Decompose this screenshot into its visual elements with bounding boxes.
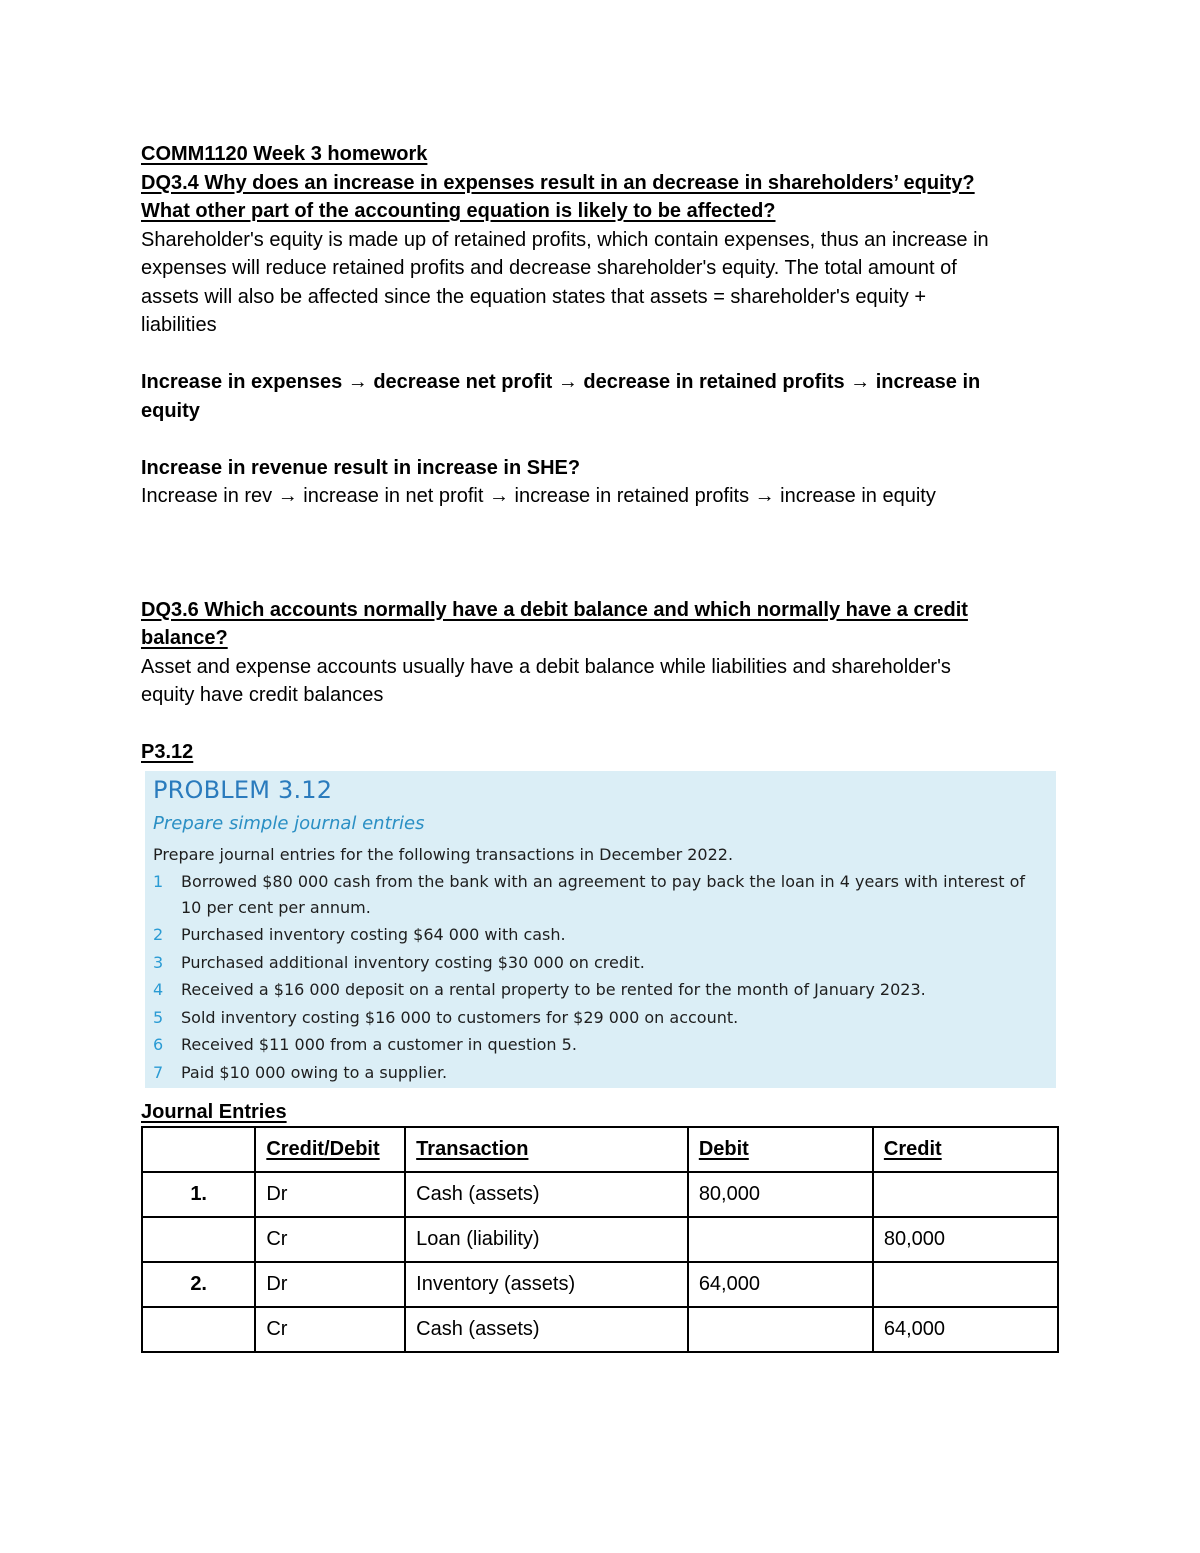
dq34-answer-line1: Shareholder's equity is made up of retained profits, which contain expenses, thus an increase in	[141, 228, 989, 251]
journal-table	[141, 1126, 1059, 1353]
header-cell: Transaction	[405, 1127, 688, 1172]
expense-chain-line2: equity	[141, 399, 200, 422]
transaction-cell: Inventory (assets)	[405, 1262, 688, 1307]
header-cell: Credit/Debit	[255, 1127, 405, 1172]
problem-item	[153, 869, 1048, 921]
credit-cell: 80,000	[873, 1217, 1058, 1262]
dq36-question-line1: DQ3.6 Which accounts normally have a debit balance and which normally have a credit	[141, 598, 968, 621]
credit-cell: 64,000	[873, 1307, 1058, 1352]
problem-item-text: Sold inventory costing $16 000 to customers for $29 000 on account.	[181, 1007, 739, 1027]
dq34-question-line1: DQ3.4 Why does an increase in expenses result in an decrease in shareholders’ equity?	[141, 171, 975, 194]
dq34-answer-line4: liabilities	[141, 314, 217, 336]
problem-item-number: 6	[153, 1035, 164, 1054]
problem-item-number: 3	[153, 952, 164, 972]
problem-item-text: Purchased additional inventory costing $30 000 on credit.	[181, 952, 645, 972]
entry-number-cell	[142, 1307, 255, 1352]
p312-heading: P3.12	[141, 741, 194, 763]
table-row	[142, 1217, 1058, 1262]
dq34-answer-line2: expenses will reduce retained profits and decrease shareholder's equity. The total amount of	[141, 257, 957, 279]
problem-item-text: Borrowed $80 000 cash from the bank with an agreement to pay back the loan in 4 years with interest of 10 per cent per annum.	[181, 871, 1026, 917]
dq34-answer-line3: assets will also be affected since the equation states that assets = shareholder's equity +	[141, 285, 927, 308]
problem-item-text: Received a $16 000 deposit on a rental property to be rented for the month of January 2023.	[181, 980, 926, 999]
dq34-question-line2: What other part of the accounting equation is likely to be affected?	[141, 200, 776, 222]
problem-image	[145, 771, 1056, 1088]
problem-item-number: 4	[153, 980, 164, 999]
revenue-question: Increase in revenue result in increase in SHE?	[141, 456, 581, 479]
problem-list	[153, 869, 1048, 1086]
dq36-question-line2: balance?	[141, 627, 228, 649]
debit-cell	[688, 1217, 873, 1262]
problem-item-number: 1	[153, 871, 164, 891]
problem-item	[153, 1005, 1048, 1031]
header-cell: Debit	[688, 1127, 873, 1172]
dq36-answer-line1: Asset and expense accounts usually have a debit balance while liabilities and shareholder's	[141, 655, 951, 678]
entry-number-cell	[142, 1217, 255, 1262]
header-cell	[142, 1127, 255, 1172]
entry-number-cell: 2.	[142, 1262, 255, 1307]
problem-item	[153, 1060, 1048, 1086]
transaction-cell: Cash (assets)	[405, 1307, 688, 1352]
table-row	[142, 1307, 1058, 1352]
problem-item	[153, 977, 1048, 1003]
problem-item-number: 5	[153, 1007, 164, 1027]
credit-debit-cell: Dr	[255, 1262, 405, 1307]
problem-intro: Prepare journal entries for the following transactions in December 2022.	[153, 844, 734, 864]
credit-cell	[873, 1172, 1058, 1217]
credit-debit-cell: Cr	[255, 1217, 405, 1262]
problem-item	[153, 950, 1048, 976]
table-header-row	[142, 1127, 1058, 1172]
debit-cell	[688, 1307, 873, 1352]
debit-cell: 64,000	[688, 1262, 873, 1307]
transaction-cell: Loan (liability)	[405, 1217, 688, 1262]
credit-cell	[873, 1262, 1058, 1307]
problem-item-number: 2	[153, 925, 164, 944]
expense-chain-line1: Increase in expenses → decrease net profit → decrease in retained profits → increase in	[141, 371, 981, 393]
credit-debit-cell: Dr	[255, 1172, 405, 1217]
entry-number-cell: 1.	[142, 1172, 255, 1217]
problem-item-text: Paid $10 000 owing to a supplier.	[181, 1062, 448, 1082]
journal-heading: Journal Entries	[141, 1100, 287, 1123]
transaction-cell: Cash (assets)	[405, 1172, 688, 1217]
document-title: COMM1120 Week 3 homework	[141, 143, 428, 165]
problem-subtitle: Prepare simple journal entries	[153, 812, 425, 834]
debit-cell: 80,000	[688, 1172, 873, 1217]
problem-item-text: Received $11 000 from a customer in question 5.	[181, 1035, 577, 1054]
dq36-answer-line2: equity have credit balances	[141, 684, 384, 706]
document-page	[141, 140, 1059, 1353]
header-cell: Credit	[873, 1127, 1058, 1172]
problem-item-text: Purchased inventory costing $64 000 with cash.	[181, 925, 566, 944]
problem-item	[153, 922, 1048, 948]
table-row	[142, 1262, 1058, 1307]
problem-title: PROBLEM 3.12	[153, 775, 333, 804]
revenue-answer: Increase in rev → increase in net profit → increase in retained profits → increase in equity	[141, 485, 936, 507]
problem-item	[153, 1032, 1048, 1058]
table-row	[142, 1172, 1058, 1217]
problem-item-number: 7	[153, 1062, 164, 1082]
credit-debit-cell: Cr	[255, 1307, 405, 1352]
